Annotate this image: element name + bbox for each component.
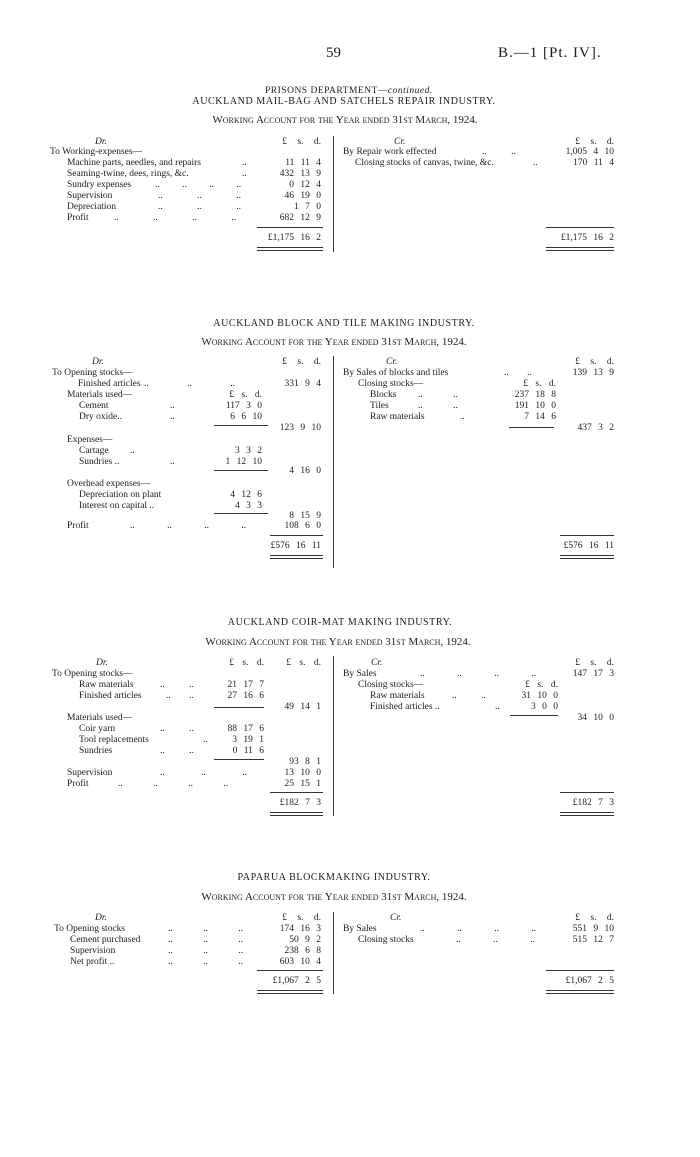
s3-lsd-left: £ s. d. [286, 658, 321, 668]
s4-lsd-left: £ s. d. [282, 913, 321, 923]
s1-left-row-0: To Working-expenses— [50, 147, 143, 157]
s3-right-double-rule [560, 812, 614, 816]
s3-lsd-right: £ s. d. [575, 658, 614, 668]
s2-interest-amount: 4 3 3 [235, 501, 262, 511]
s1-left-row-6-dots: .. .. .. .. [114, 213, 237, 223]
s3-raw-amount: 21 17 7 [227, 680, 264, 690]
s2-right-rule [560, 535, 614, 536]
s3-sales-amount: 147 17 3 [572, 669, 614, 679]
s3-left-double-rule [270, 812, 323, 816]
section-1-title: AUCKLAND MAIL-BAG AND SATCHELS REPAIR INDUSTRY. [192, 96, 496, 107]
s4-left-total: £1,067 2 5 [272, 976, 321, 986]
s1-left-row-1-amount: 11 11 4 [285, 158, 321, 168]
s3-tool-replacements: Tool replacements [79, 735, 149, 745]
s4-left-row-1-dots: .. .. .. [168, 935, 243, 945]
s4-left-row-2-amount: 238 6 8 [284, 946, 321, 956]
s3-lsd-sub: £ s. d. [229, 658, 264, 668]
s1-cr-label: Cr. [394, 137, 406, 147]
s1-right-row-1-dots: .. [533, 158, 538, 168]
s2-closing-rule [509, 427, 554, 428]
s3-opening-total: 49 14 1 [284, 702, 321, 712]
s1-left-row-1-dots: .. [242, 158, 247, 168]
section-2-subtitle: Working Account for the Year ended 31st March, 1924. [201, 336, 467, 348]
s2-tiles: Tiles [370, 401, 389, 411]
s4-right-row-0-label: By Sales [343, 924, 377, 934]
s3-closing-lsd: £ s. d. [525, 680, 558, 690]
s2-sales-dots: .. .. [504, 368, 532, 378]
s2-sundries: Sundries .. [79, 457, 120, 467]
s2-raw-amount: 7 14 6 [524, 412, 556, 422]
s3-closing-finished-amount: 3 0 0 [531, 702, 558, 712]
s2-raw-dots: .. [460, 412, 465, 422]
s2-cartage: Cartage [79, 446, 109, 456]
s3-tool-amount: 3 19 1 [232, 735, 264, 745]
section-4-title: PAPARUA BLOCKMAKING INDUSTRY. [237, 872, 431, 883]
s2-depreciation-amount: 4 12 6 [230, 490, 262, 500]
s3-coir-dots: .. .. [160, 724, 194, 734]
s3-left-total: £182 7 3 [279, 798, 321, 808]
s3-opening-stocks: To Opening stocks— [52, 669, 133, 679]
s3-closing-finished: Finished articles .. [370, 702, 440, 712]
s3-sales-dots: .. .. .. .. [420, 669, 537, 679]
s1-right-row-0-dots: .. .. [482, 147, 516, 157]
s4-right-row-0-dots: .. .. .. .. [420, 924, 537, 934]
s2-cartage-dots: .. [130, 446, 135, 456]
s2-cement-amount: 117 3 0 [225, 401, 262, 411]
s2-column-divider [333, 356, 334, 568]
department-title: PRISONS DEPARTMENT— [265, 86, 388, 96]
s3-finished-articles: Finished articles [79, 691, 142, 701]
s3-column-divider [333, 656, 334, 816]
s2-expenses-rule [214, 470, 268, 471]
s2-interest: Interest on capital .. [79, 501, 155, 511]
s2-blocks: Blocks [370, 390, 397, 400]
s1-left-row-5-amount: 1 7 0 [294, 202, 321, 212]
s3-sales: By Sales [343, 669, 377, 679]
s2-closing-stocks: Closing stocks— [358, 379, 424, 389]
s1-left-row-2-dots: .. [242, 169, 247, 179]
s3-supervision: Supervision [67, 768, 113, 778]
s1-left-row-5-label: Depreciation [67, 202, 117, 212]
s1-right-total: £1,175 16 2 [560, 233, 614, 243]
s2-left-total: £576 16 11 [270, 541, 321, 551]
s1-left-row-4-dots: .. .. .. [158, 191, 241, 201]
s1-right-rule [546, 227, 614, 228]
s1-left-row-6-label: Profit [67, 213, 89, 223]
s3-sundries-amount: 0 11 6 [232, 746, 264, 756]
page-number: 59 [326, 45, 341, 61]
s3-closing-finished-dots: .. [495, 702, 500, 712]
s4-right-double-rule [546, 990, 614, 994]
s2-opening-stocks: To Opening stocks— [52, 368, 133, 378]
s1-left-double-rule [257, 247, 323, 251]
s3-supervision-amount: 13 10 0 [284, 768, 321, 778]
s3-coir-yarn: Coir yarn [79, 724, 116, 734]
s4-right-row-1-dots: .. .. .. [456, 935, 535, 945]
s3-profit-amount: 25 15 1 [284, 779, 321, 789]
s3-closing-raw-amount: 31 10 0 [521, 691, 558, 701]
s2-overhead-total: 8 15 9 [289, 511, 321, 521]
s1-left-row-5-dots: .. .. .. [158, 202, 241, 212]
s2-finished-dots: .. .. .. [144, 379, 235, 389]
s3-right-rule [560, 792, 614, 793]
s3-materials-rule [214, 759, 264, 760]
s4-left-row-2-label: Supervision [70, 946, 116, 956]
s4-left-double-rule [257, 990, 323, 994]
section-2-title: AUCKLAND BLOCK AND TILE MAKING INDUSTRY. [213, 318, 475, 329]
s2-expenses-total: 4 16 0 [289, 466, 321, 476]
s2-depreciation: Depreciation on plant [79, 490, 162, 500]
s3-sundries: Sundries [79, 746, 113, 756]
s4-column-divider [333, 912, 334, 994]
s2-cement: Cement [79, 401, 109, 411]
section-1-subtitle: Working Account for the Year ended 31st March, 1924. [212, 114, 478, 126]
s1-right-row-1-label: Closing stocks of canvas, twine, &c. [355, 158, 494, 168]
s4-dr-label: Dr. [95, 913, 107, 923]
s1-left-row-4-label: Supervision [67, 191, 113, 201]
s4-left-row-3-amount: 603 10 4 [279, 957, 321, 967]
s2-oxide-amount: 6 6 10 [230, 412, 262, 422]
section-3-title: AUCKLAND COIR-MAT MAKING INDUSTRY. [227, 617, 453, 628]
s4-left-row-0-amount: 174 16 3 [279, 924, 321, 934]
s2-finished-amount: 331 9 4 [284, 379, 321, 389]
s4-right-row-1-amount: 515 12 7 [572, 935, 614, 945]
s2-blocks-dots: .. .. [418, 390, 458, 400]
s2-closing-lsd: £ s. d. [523, 379, 556, 389]
s2-profit: Profit [67, 521, 89, 531]
s1-right-row-1-amount: 170 11 4 [573, 158, 614, 168]
s3-coir-amount: 88 17 6 [227, 724, 264, 734]
s3-closing-total: 34 10 0 [577, 713, 614, 723]
s2-sales: By Sales of blocks and tiles [343, 368, 449, 378]
s1-right-row-0-amount: 1,005 4 10 [565, 147, 614, 157]
s2-profit-dots: .. .. .. .. [130, 521, 247, 531]
s3-closing-stocks: Closing stocks— [358, 680, 424, 690]
s3-supervision-dots: .. .. .. [160, 768, 247, 778]
s2-closing-total: 437 3 2 [577, 423, 614, 433]
document-reference: B.—1 [Pt. IV]. [498, 45, 602, 61]
s2-tiles-amount: 191 10 0 [514, 401, 556, 411]
s1-column-divider [333, 136, 334, 252]
s1-left-row-6-amount: 682 12 9 [279, 213, 321, 223]
s2-lsd-right: £ s. d. [575, 357, 614, 367]
s1-left-rule [257, 227, 323, 228]
s3-right-total: £182 7 3 [572, 798, 614, 808]
s4-left-row-1-label: Cement purchased [70, 935, 141, 945]
s4-cr-label: Cr. [390, 913, 402, 923]
s1-left-row-1-label: Machine parts, needles, and repairs [67, 158, 202, 168]
s4-left-row-0-dots: .. .. .. [168, 924, 243, 934]
s2-cr-label: Cr. [386, 357, 398, 367]
section-4-subtitle: Working Account for the Year ended 31st March, 1924. [201, 891, 467, 903]
s2-sundries-dots: .. [170, 457, 175, 467]
s1-lsd-left: £ s. d. [282, 137, 321, 147]
s2-cement-dots: .. [170, 401, 175, 411]
s3-profit-dots: .. .. .. .. [118, 779, 229, 789]
s2-left-double-rule [270, 555, 323, 559]
s3-dr-label: Dr. [96, 658, 108, 668]
s4-right-total: £1,067 2 5 [565, 976, 614, 986]
s3-opening-rule [214, 707, 264, 708]
s4-right-row-1-label: Closing stocks [358, 935, 414, 945]
s2-sundries-amount: 1 12 10 [225, 457, 262, 467]
s2-profit-amount: 108 6 0 [284, 521, 321, 531]
s3-cr-label: Cr. [371, 658, 383, 668]
s3-closing-raw-dots: .. .. [452, 691, 486, 701]
s2-cartage-amount: 3 3 2 [235, 446, 262, 456]
s2-oxide-dots: .. [170, 412, 175, 422]
s2-sub-lsd: £ s. d. [229, 390, 262, 400]
s3-closing-rule [510, 715, 558, 716]
s2-lsd-left: £ s. d. [282, 357, 321, 367]
s3-left-rule [270, 792, 323, 793]
s4-left-row-2-dots: .. .. .. [168, 946, 243, 956]
s3-finished-dots: .. .. [166, 691, 194, 701]
s4-right-row-0-amount: 551 9 10 [572, 924, 614, 934]
s1-left-row-2-amount: 432 13 9 [279, 169, 321, 179]
s1-right-row-0-label: By Repair work effected [343, 147, 437, 157]
s1-left-row-3-label: Sundry expenses [67, 180, 132, 190]
s2-left-rule [270, 535, 323, 536]
s3-sundries-dots: .. .. [160, 746, 194, 756]
s3-profit: Profit [67, 779, 89, 789]
s1-left-row-3-amount: 0 12 4 [289, 180, 321, 190]
s2-tiles-dots: .. .. [418, 401, 458, 411]
s4-left-row-3-dots: .. .. .. [168, 957, 243, 967]
s3-closing-raw: Raw materials [370, 691, 425, 701]
s1-right-double-rule [546, 247, 614, 251]
s4-left-row-1-amount: 50 9 2 [289, 935, 321, 945]
s2-finished-articles: Finished articles [78, 379, 141, 389]
s2-materials-total: 123 9 10 [279, 423, 321, 433]
s2-expenses: Expenses— [67, 435, 113, 445]
s3-materials-total: 93 8 1 [289, 757, 321, 767]
s2-dry-oxide: Dry oxide.. [79, 412, 123, 422]
section-3-subtitle: Working Account for the Year ended 31st March, 1924. [205, 636, 471, 648]
s2-raw-materials: Raw materials [370, 412, 425, 422]
s4-left-row-3-label: Net profit .. [70, 957, 115, 967]
s3-raw-materials: Raw materials [79, 680, 134, 690]
s1-left-total: £1,175 16 2 [267, 233, 321, 243]
s2-overhead-rule [214, 513, 268, 514]
s2-materials-rule [214, 425, 268, 426]
s2-right-total: £576 16 11 [563, 541, 614, 551]
s4-left-rule [257, 970, 323, 971]
s2-overhead: Overhead expenses— [67, 479, 151, 489]
s2-blocks-amount: 237 18 8 [514, 390, 556, 400]
s3-raw-dots: .. .. [160, 680, 194, 690]
s2-dr-label: Dr. [92, 357, 104, 367]
s1-lsd-right: £ s. d. [575, 137, 614, 147]
s1-left-row-4-amount: 46 19 0 [284, 191, 321, 201]
s4-right-rule [546, 970, 614, 971]
s1-left-row-3-dots: .. .. .. .. [155, 180, 242, 190]
s2-sales-amount: 139 13 9 [572, 368, 614, 378]
s3-materials-used: Materials used— [67, 713, 133, 723]
continued-label: continued. [387, 86, 433, 96]
s1-left-row-2-label: Seaming-twine, dees, rings, &c. [67, 169, 189, 179]
s4-lsd-right: £ s. d. [575, 913, 614, 923]
s4-left-row-0-label: To Opening stocks [54, 924, 126, 934]
s3-finished-amount: 27 16 6 [227, 691, 264, 701]
s1-dr-label: Dr. [95, 137, 107, 147]
s3-tool-dots: .. [203, 735, 208, 745]
s2-materials-used: Materials used— [67, 390, 133, 400]
s2-right-double-rule [560, 555, 614, 559]
department-heading [259, 76, 432, 96]
